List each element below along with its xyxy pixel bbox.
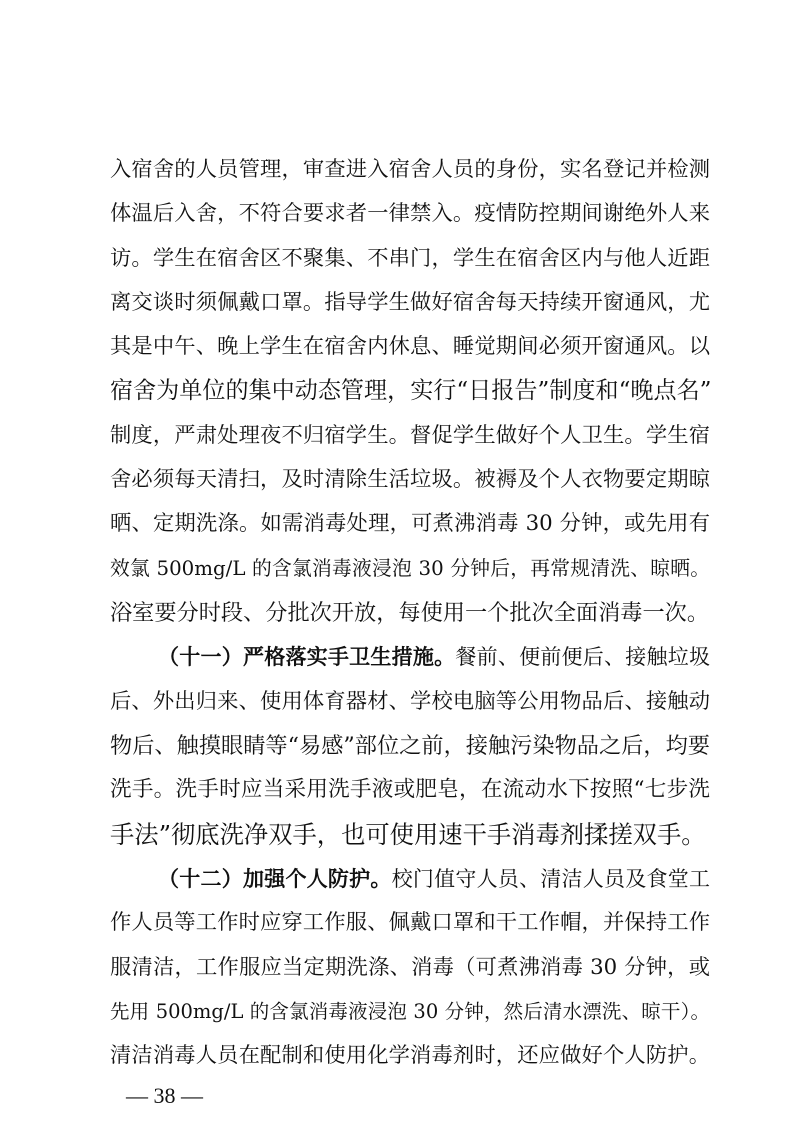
text-line: 效氯 500mg/L 的含氯消毒液浸泡 30 分钟后，再常规清洗、晾晒。 [110,557,710,580]
text-line: 宿舍为单位的集中动态管理，实行“日报告”制度和“晚点名” [110,378,712,404]
text-line: 浴室要分时段、分批次开放，每使用一个批次全面消毒一次。 [110,600,710,626]
text-line: 舍必须每天清扫，及时清除生活垃圾。被褥及个人衣物要定期晾 [110,467,710,492]
text-line: 先用 500mg/L 的含氯消毒液浸泡 30 分钟，然后清水漂洗、晾干）。 [110,1000,710,1023]
text-line: 作人员等工作时应穿工作服、佩戴口罩和干工作帽，并保持工作 [110,910,710,935]
text-line: 体温后入舍，不符合要求者一律禁入。疫情防控期间谢绝外人来 [110,201,710,226]
text-line: 离交谈时须佩戴口罩。指导学生做好宿舍每天持续开窗通风，尤 [110,290,710,315]
text-line: 手法”彻底洗净双手，也可使用速干手消毒剂揉搓双手。 [110,820,706,849]
text-span: 餐前、便前便后、接触垃圾 [455,645,710,669]
text-line: 访。学生在宿舍区不聚集、不串门，学生在宿舍区内与他人近距 [110,246,710,271]
text-line: 清洁消毒人员在配制和使用化学消毒剂时，还应做好个人防护。 [110,1043,710,1068]
text-line: 后、外出归来、使用体育器材、学校电脑等公用物品后、接触动 [110,689,710,714]
text-line [158,859,710,899]
text-line: 物后、触摸眼睛等“易感”部位之前，接触污染物品之后，均要 [110,733,710,759]
text-line: 服清洁，工作服应当定期洗涤、消毒（可煮沸消毒 30 分钟，或 [110,955,710,980]
text-line: 入宿舍的人员管理，审查进入宿舍人员的身份，实名登记并检测 [110,157,710,182]
text-line [158,637,710,677]
text-line: 制度，严肃处理夜不归宿学生。督促学生做好个人卫生。学生宿 [110,423,710,448]
text-line: 其是中午、晚上学生在宿舍内休息、睡觉期间必须开窗通风。以 [110,334,710,359]
text-line: 晒、定期洗涤。如需消毒处理，可煮沸消毒 30 分钟，或先用有 [110,511,710,536]
page-number: — 38 — [126,1083,203,1108]
text-line: 洗手。洗手时应当采用洗手液或肥皂，在流动水下按照“七步洗 [110,777,710,802]
section-heading: （十一）严格落实手卫生措施。 [158,645,456,669]
section-heading: （十二）加强个人防护。 [158,867,392,891]
text-span: 校门值守人员、清洁人员及食堂工 [391,867,710,891]
